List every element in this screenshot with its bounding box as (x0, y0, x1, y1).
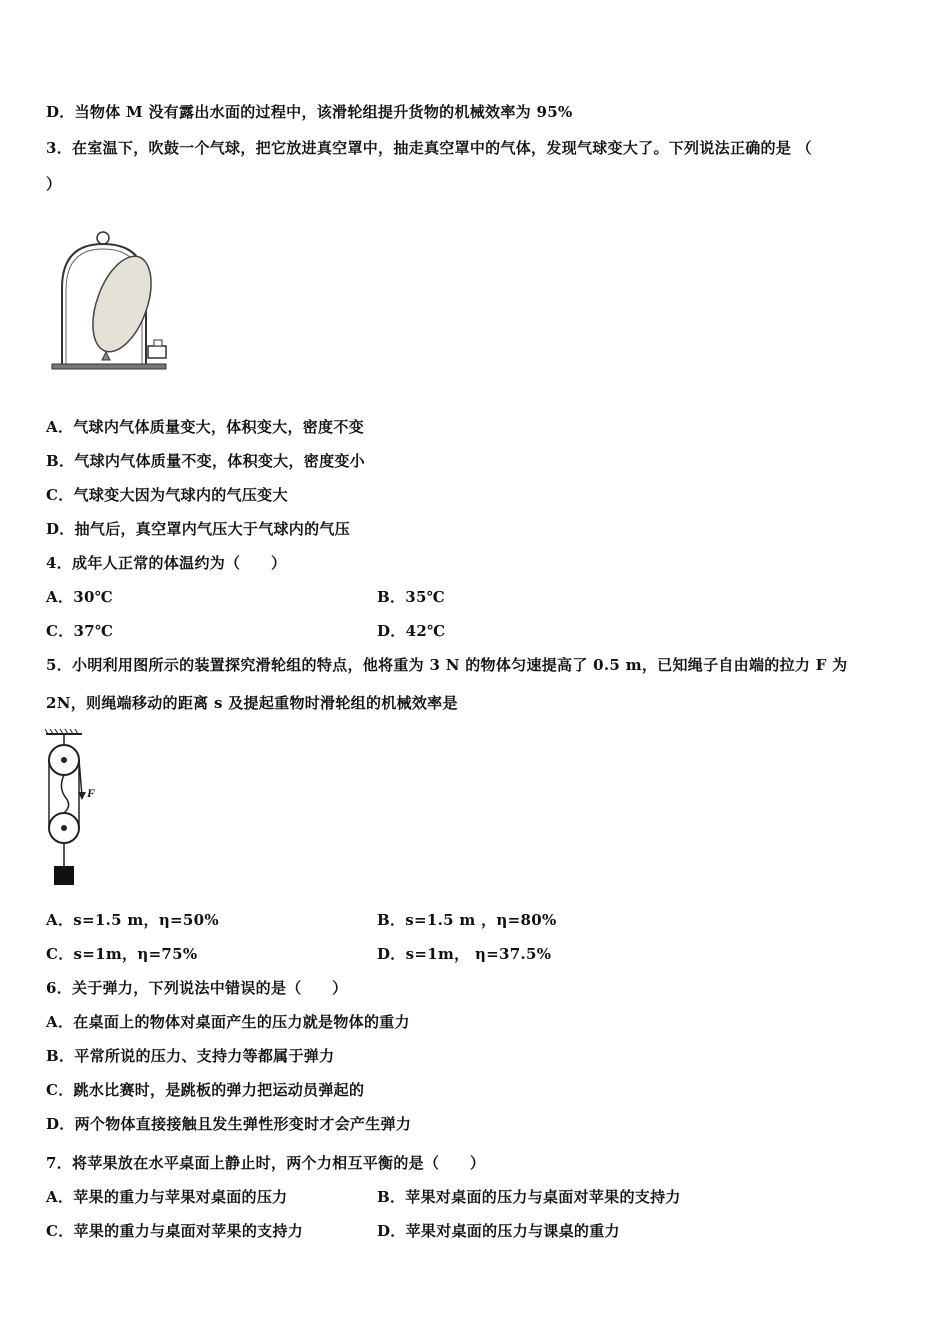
q4-option-c: C．37℃ (46, 622, 114, 640)
q5-option-c: C．s=1m，η=75% (46, 945, 198, 963)
q4-option-b: B．35℃ (377, 588, 446, 606)
q5-option-a: A．s=1.5 m，η=50% (46, 911, 219, 929)
q3-option-d: D．抽气后，真空罩内气压大于气球内的气压 (46, 520, 351, 538)
q6-option-a: A．在桌面上的物体对桌面产生的压力就是物体的重力 (46, 1013, 410, 1031)
q5-stem-line2: 2N，则绳端移动的距离 s 及提起重物时滑轮组的机械效率是 (46, 694, 458, 712)
q7-option-b: B．苹果对桌面的压力与桌面对苹果的支持力 (377, 1188, 681, 1206)
q5-stem-line1: 5．小明利用图所示的装置探究滑轮组的特点，他将重为 3 N 的物体匀速提高了 0.5 m，已知绳子自由端的拉力 F 为 (46, 656, 848, 674)
q3-option-b: B．气球内气体质量不变，体积变大，密度变小 (46, 452, 365, 470)
q6-option-b: B．平常所说的压力、支持力等都属于弹力 (46, 1047, 335, 1065)
q6-stem: 6．关于弹力，下列说法中错误的是（ ） (46, 979, 348, 997)
q6-option-d: D．两个物体直接接触且发生弹性形变时才会产生弹力 (46, 1115, 412, 1133)
pulley-system-figure (40, 728, 110, 890)
q7-option-d: D．苹果对桌面的压力与课桌的重力 (377, 1222, 620, 1240)
force-label-f: F (87, 786, 96, 800)
q5-option-d: D．s=1m， η=37.5% (377, 945, 552, 963)
q6-option-c: C．跳水比赛时，是跳板的弹力把运动员弹起的 (46, 1081, 365, 1099)
q4-stem: 4．成年人正常的体温约为（ ） (46, 554, 287, 572)
q2-option-d: D．当物体 M 没有露出水面的过程中，该滑轮组提升货物的机械效率为 95% (46, 103, 573, 121)
q4-option-d: D．42℃ (377, 622, 446, 640)
q3-stem-line1: 3．在室温下，吹鼓一个气球，把它放进真空罩中，抽走真空罩中的气体，发现气球变大了。下列说法正确的是 （ (46, 139, 812, 157)
q7-stem: 7．将苹果放在水平桌面上静止时，两个力相互平衡的是（ ） (46, 1154, 486, 1172)
vacuum-bell-jar-figure (48, 228, 173, 373)
q5-option-b: B．s=1.5 m ，η=80% (377, 911, 557, 929)
q3-option-a: A．气球内气体质量变大，体积变大，密度不变 (46, 418, 364, 436)
q3-stem-line2: ） (46, 175, 62, 193)
q3-option-c: C．气球变大因为气球内的气压变大 (46, 486, 288, 504)
q7-option-a: A．苹果的重力与苹果对桌面的压力 (46, 1188, 288, 1206)
q7-option-c: C．苹果的重力与桌面对苹果的支持力 (46, 1222, 304, 1240)
q4-option-a: A．30℃ (46, 588, 113, 606)
